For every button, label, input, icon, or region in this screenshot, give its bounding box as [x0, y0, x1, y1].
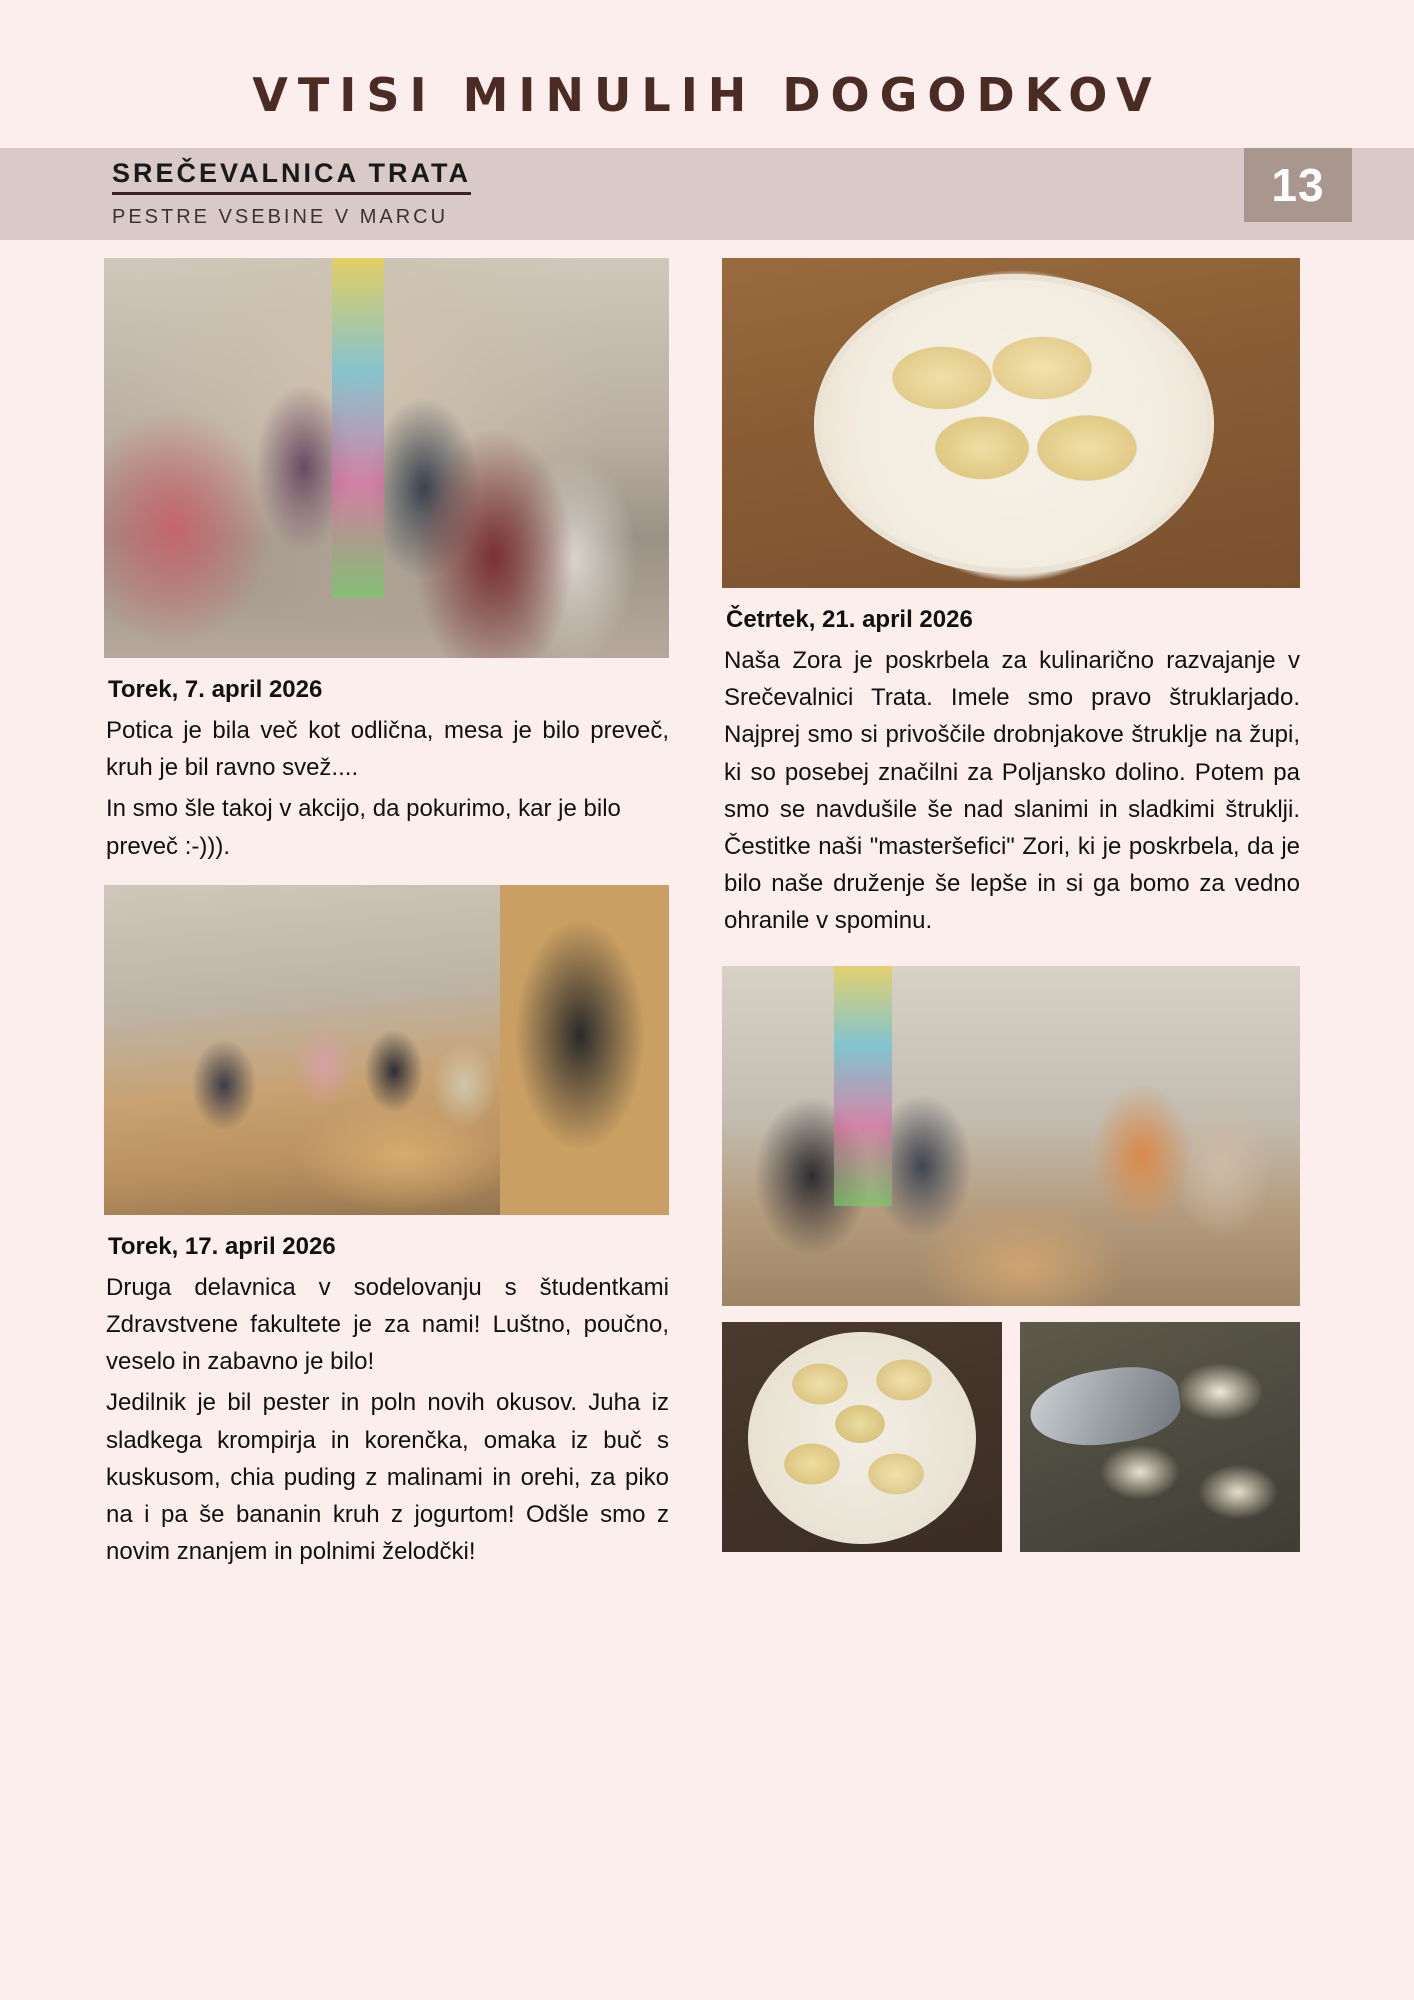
right-column: [722, 258, 1300, 1552]
photo-pair-row: [722, 1322, 1300, 1552]
entry-paragraph: Naša Zora je poskrbela za kulinarično razvajanje v Srečevalnici Trata. Imele smo pravo štruklarjado. Najprej smo si privoščile drobnjakove štruklje na župi, ki so posebej značilni za Poljansko dolino. Potem pa smo se navdušile še nad slanimi in sladkimi štruklji. Čestitke naši "masteršefici" Zori, ki je poskrbela, da je bilo naše druženje še lepše in si ga bomo za vedno ohranile v spominu.: [724, 647, 1300, 935]
photo-plate-struklji: [722, 258, 1300, 588]
entry-caption-7-april: Torek, 7. april 2026: [108, 676, 323, 703]
section-subtitle: PESTRE VSEBINE V MARCU: [112, 206, 449, 228]
photo-soup-dumplings: [1020, 1322, 1300, 1552]
page-title: VTISI MINULIH DOGODKOV: [252, 68, 1162, 122]
section-title: SREČEVALNICA TRATA: [112, 158, 471, 195]
entry-paragraph: Potica je bila več kot odlična, mesa je bilo preveč, kruh je bil ravno svež....: [106, 717, 669, 782]
photo-small-plate-struklji: [722, 1322, 1002, 1552]
photo-group-classroom: [104, 258, 669, 658]
entry-caption-21-april: Četrtek, 21. april 2026: [726, 606, 973, 633]
entry-paragraph: In smo šle takoj v akcijo, da pokurimo, kar je bilo preveč :-))).: [106, 795, 621, 860]
left-column: [104, 258, 669, 1574]
entry-caption-17-april: Torek, 17. april 2026: [108, 1232, 336, 1260]
photo-workshop-table: [104, 885, 669, 1215]
page-number-badge: [1244, 148, 1352, 222]
photo-long-table-gathering: [722, 966, 1300, 1306]
entry-paragraph: Druga delavnica v sodelovanju s študentkami Zdravstvene fakultete je za nami! Luštno, poučno, veselo in zabavno je bilo!: [106, 1273, 669, 1376]
entry-paragraph: Jedilnik je bil pester in poln novih okusov. Juha iz sladkega krompirja in korenčka, omaka iz buč s kuskusom, chia puding z malinami in orehi, za piko na i pa še bananin kruh z jogurtom! Odšle smo z novim znanjem in polnimi želodčki!: [106, 1389, 669, 1566]
page-number: 13: [1271, 159, 1325, 211]
section-header: [112, 158, 1212, 229]
